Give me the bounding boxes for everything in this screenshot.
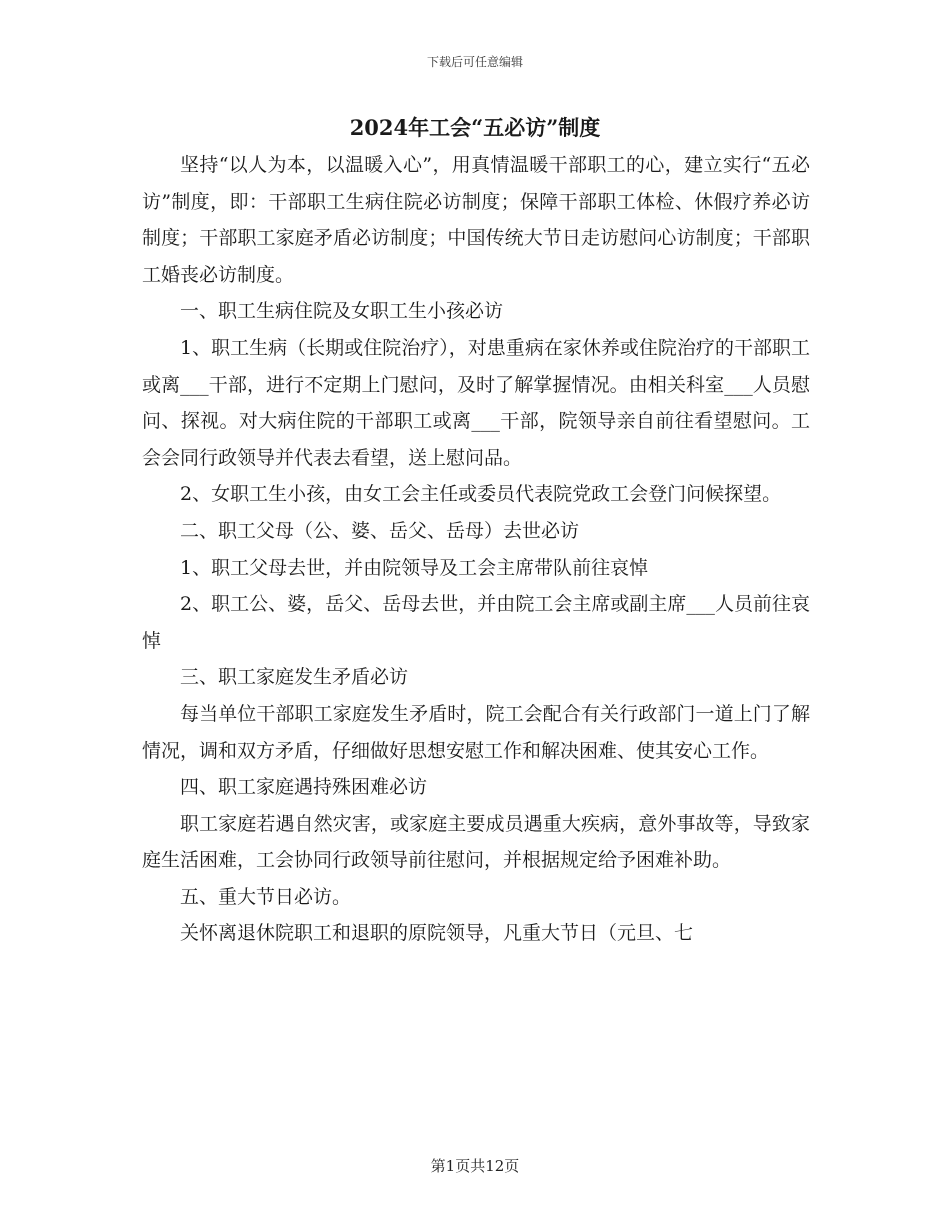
section-heading-2: 二、职工父母（公、婆、岳父、岳母）去世必访: [180, 519, 580, 542]
paragraph-5: 关怀离退休院职工和退职的原院领导，凡重大节日（元旦、七: [180, 922, 694, 945]
header-note: 下载后可任意编辑: [426, 55, 523, 69]
section-heading-1: 一、职工生病住院及女职工生小孩必访: [180, 300, 504, 323]
paragraph-1-1: 1、职工生病（长期或住院治疗），对患重病在家休养或住院治疗的干部职工或离___干部，进行不定期上门慰问，及时了解掌握情况。由相关科室___人员慰问、探视。对大病住院的干部职工或离___干部，院领导亲自前往看望慰问。工会会同行政领导并代表去看望，送上慰问品。: [142, 336, 810, 469]
section-heading-5: 五、重大节日必访。: [180, 885, 352, 908]
paragraph-intro: 坚持“以人为本，以温暖入心”，用真情温暖干部职工的心，建立实行“五必访”制度，即：干部职工生病住院必访制度；保障干部职工体检、休假疗养必访制度；干部职工家庭矛盾必访制度；中国传统大节日走访慰问心访制度；干部职工婚丧必访制度。: [142, 154, 810, 286]
paragraph-2-1: 1、职工父母去世，并由院领导及工会主席带队前往哀悼: [180, 556, 649, 579]
page-number: 第1页共12页: [430, 1157, 520, 1175]
paragraph-3: 每当单位干部职工家庭发生矛盾时，院工会配合有关行政部门一道上门了解情况，调和双方矛盾，仔细做好思想安慰工作和解决困难、使其安心工作。: [142, 702, 810, 762]
section-heading-4: 四、职工家庭遇持殊困难必访: [180, 776, 428, 799]
document-body: [142, 147, 810, 952]
paragraph-4: 职工家庭若遇自然灾害，或家庭主要成员遇重大疾病，意外事故等，导致家庭生活困难，工会协同行政领导前往慰问，并根据规定给予困难补助。: [142, 812, 810, 872]
paragraph-2-2: 2、职工公、婆，岳父、岳母去世，并由院工会主席或副主席___人员前往哀悼: [142, 593, 810, 652]
section-heading-3: 三、职工家庭发生矛盾必访: [180, 666, 409, 689]
document-title: 2024年工会“五必访”制度: [349, 115, 601, 140]
paragraph-1-2: 2、女职工生小孩，由女工会主任或委员代表院党政工会登门问候探望。: [180, 483, 782, 506]
